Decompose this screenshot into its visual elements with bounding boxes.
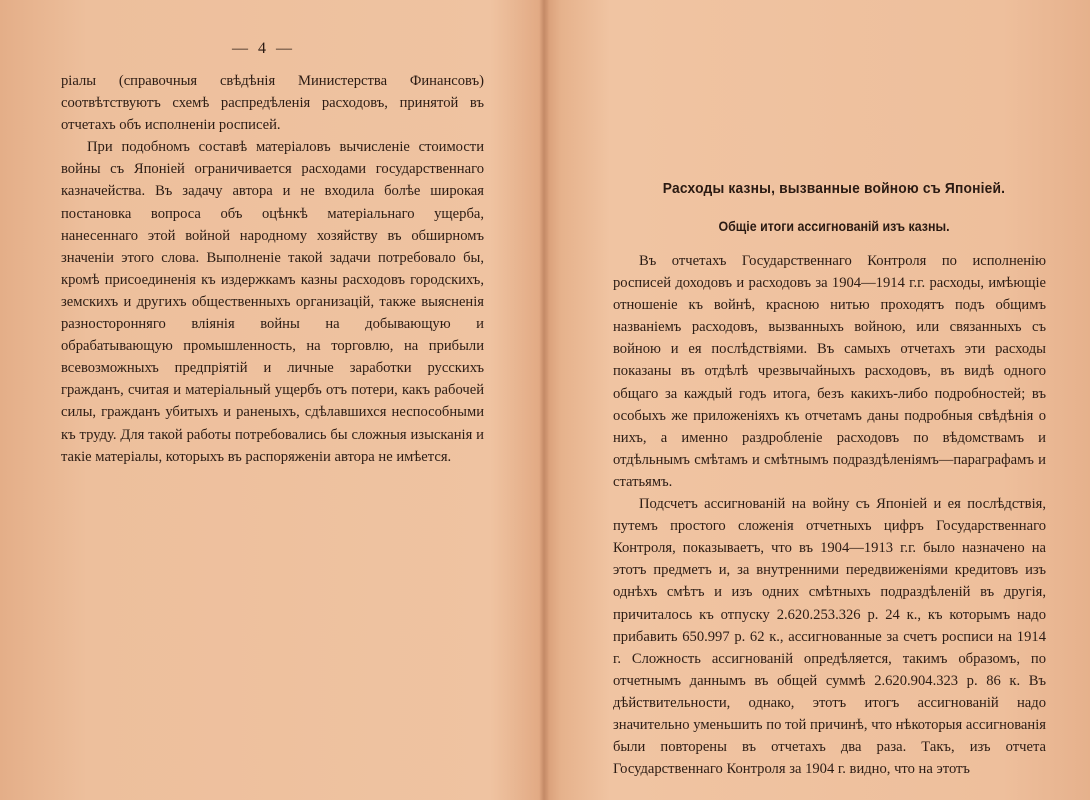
left-page: [0, 0, 540, 800]
paragraph: ріалы (справочныя свѣдѣнія Министерства Финансовъ) соотвѣтствуютъ схемѣ распредѣленія расходовъ, принятой въ отчетахъ объ исполненіи росписей.: [61, 73, 484, 134]
right-page-text: [613, 250, 1046, 780]
book-gutter: [539, 0, 549, 800]
chapter-title: Расходы казны, вызванные войною съ Японіей.: [662, 180, 1006, 197]
left-page-text: [61, 70, 484, 468]
paragraph: Подсчетъ ассигнованій на войну съ Японіей и ея послѣдствія, путемъ простого сложенія отчетныхъ цифръ Государственнаго Контроля, показываетъ, что въ 1904—1913 г.г. было назначено на этотъ предметъ и, за внутренними передвиженіями кредитовъ изъ однѣхъ смѣтъ и изъ одних смѣтныхъ подраздѣленій въ другія, причиталось къ отпуску 2.620.253.326 р. 24 к., къ которымъ надо прибавить 650.997 р. 62 к., ассигнованные за счетъ росписи на 1914 г. Сложность ассигнованій опредѣляется, такимъ образомъ, по отчетнымъ даннымъ въ общей суммѣ 2.620.904.323 р. 86 к. Въ дѣйствительности, однако, этотъ итогъ ассигнованій надо значительно уменьшить по той причинѣ, что нѣкоторыя ассигнованія были повторены въ отчетахъ два раза. Такъ, изъ отчета Государственнаго Контроля за 1904 г. видно, что на этотъ: [613, 496, 1046, 778]
paragraph: При подобномъ составѣ матеріаловъ вычисленіе стоимости войны съ Японіей ограничивается расходами государственнаго казначейства. Въ задачу автора и не входила болѣе широкая постановка вопроса объ оцѣнкѣ матеріальнаго ущерба, нанесеннаго этой войной народному хозяйству въ обширномъ значеніи этого слова. Выполненіе такой задачи потребовало бы, кромѣ присоединенія къ издержкамъ казны расходовъ городскихъ, земскихъ и другихъ общественныхъ организацій, также выясненія разносторонняго вліянія войны на добывающую и обрабатывающую промышленность, на торговлю, на прибыли всевозможныхъ предпріятій и личные заработки русскихъ гражданъ, считая и матеріальный ущербъ отъ потери, какъ рабочей силы, гражданъ убитыхъ и раненыхъ, сдѣлавшихся неспособными къ труду. Для такой работы потребовались бы сложныя изысканія и такіе матеріалы, которыхъ въ распоряженіи автора не имѣется.: [61, 139, 484, 465]
section-subtitle: Общіе итоги ассигнованій изъ казны.: [718, 219, 950, 234]
right-page: [549, 0, 1090, 800]
page-number: — 4 —: [232, 40, 295, 57]
paragraph: Въ отчетахъ Государственнаго Контроля по исполненію росписей доходовъ и расходовъ за 1904—1914 г.г. расходы, имѣющіе отношеніе къ войнѣ, красною нитью проходятъ подъ общимъ названіемъ расходовъ, вызванныхъ войною, или связанныхъ съ войною и ея послѣдствіями. Въ самыхъ отчетахъ эти расходы показаны въ отдѣлѣ чрезвычайныхъ расходовъ, въ видѣ одного общаго за каждый годъ итога, безъ какихъ-либо подробностей; въ особыхъ же приложеніяхъ къ отчетамъ даны подробныя свѣдѣнія о нихъ, а именно раздробленіе расходовъ по вѣдомствамъ и отдѣльнымъ смѣтамъ и смѣтнымъ подраздѣленіямъ—параграфамъ и статьямъ.: [613, 253, 1046, 490]
